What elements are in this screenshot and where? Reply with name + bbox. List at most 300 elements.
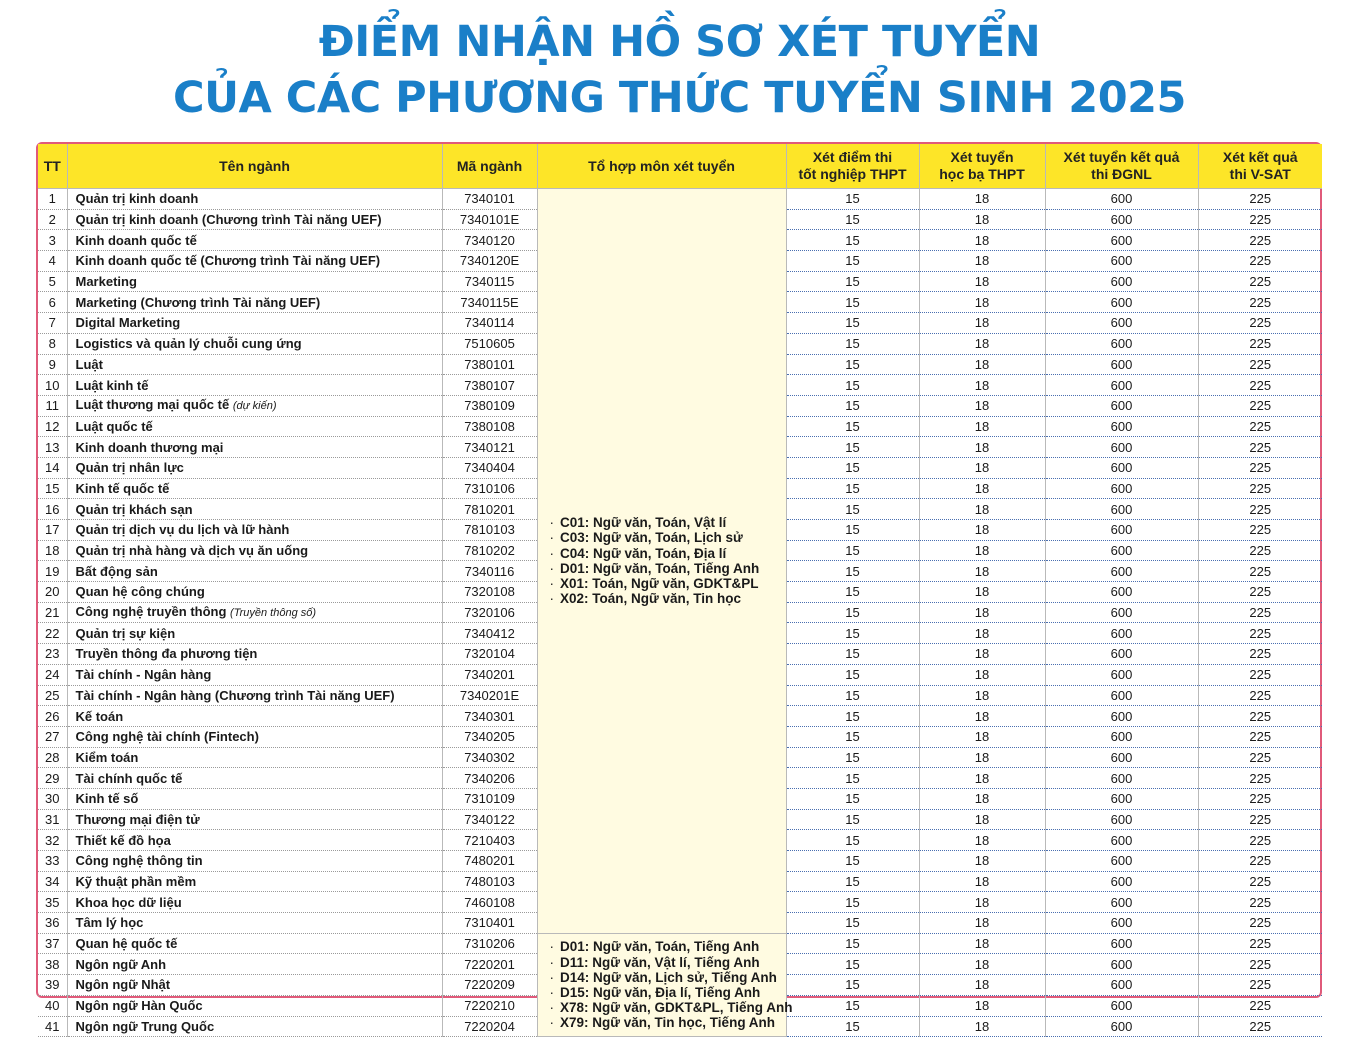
score-dgnl: 600: [1045, 726, 1198, 747]
score-hocba: 18: [919, 375, 1045, 396]
row-number: 36: [38, 913, 67, 934]
major-name: [67, 457, 442, 478]
major-name: [67, 788, 442, 809]
major-code: 7340201E: [442, 685, 537, 706]
score-vsat: 225: [1198, 726, 1322, 747]
major-name-text: Luật kinh tế: [75, 377, 149, 393]
major-code: 7220204: [442, 1016, 537, 1037]
row-number: 10: [38, 375, 67, 396]
major-code: 7340120E: [442, 251, 537, 272]
score-vsat: 225: [1198, 499, 1322, 520]
major-name-text: Ngôn ngữ Nhật: [75, 977, 171, 993]
subject-combination: [550, 1015, 782, 1030]
major-name: [67, 602, 442, 623]
score-vsat: 225: [1198, 788, 1322, 809]
major-name: [67, 685, 442, 706]
score-thpt: 15: [786, 685, 919, 706]
score-vsat: 225: [1198, 189, 1322, 210]
bullet-icon: ·: [549, 954, 554, 970]
score-hocba: 18: [919, 230, 1045, 251]
row-number: 32: [38, 830, 67, 851]
major-code: 7340404: [442, 457, 537, 478]
major-code: 7510605: [442, 333, 537, 354]
score-thpt: 15: [786, 271, 919, 292]
score-vsat: 225: [1198, 437, 1322, 458]
score-hocba: 18: [919, 271, 1045, 292]
score-hocba: 18: [919, 313, 1045, 334]
subject-combination-text: D01: Ngữ văn, Toán, Tiếng Anh: [560, 939, 760, 955]
score-thpt: 15: [786, 1016, 919, 1037]
score-hocba: 18: [919, 209, 1045, 230]
score-dgnl: 600: [1045, 851, 1198, 872]
score-dgnl: 600: [1045, 871, 1198, 892]
row-number: 13: [38, 437, 67, 458]
score-vsat: 225: [1198, 954, 1322, 975]
major-name: [67, 892, 442, 913]
major-code: 7320104: [442, 644, 537, 665]
score-dgnl: 600: [1045, 354, 1198, 375]
major-name: [67, 478, 442, 499]
major-code: 7340101: [442, 189, 537, 210]
row-number: 40: [38, 995, 67, 1016]
major-name-text: Kế toán: [75, 708, 124, 724]
score-thpt: 15: [786, 871, 919, 892]
row-number: 20: [38, 582, 67, 603]
row-number: 25: [38, 685, 67, 706]
score-vsat: 225: [1198, 271, 1322, 292]
score-thpt: 15: [786, 230, 919, 251]
score-thpt: 15: [786, 582, 919, 603]
score-dgnl: 600: [1045, 395, 1198, 416]
major-name: [67, 768, 442, 789]
major-code: 7810201: [442, 499, 537, 520]
subject-combination: [550, 530, 782, 545]
row-number: 37: [38, 933, 67, 954]
score-dgnl: 600: [1045, 913, 1198, 934]
header-vsat-line1: Xét kết quả: [1222, 149, 1298, 165]
score-thpt: 15: [786, 251, 919, 272]
major-code: 7340120: [442, 230, 537, 251]
score-dgnl: 600: [1045, 292, 1198, 313]
major-name-text: Quản trị khách sạn: [75, 501, 193, 517]
major-name: [67, 995, 442, 1016]
score-vsat: 225: [1198, 209, 1322, 230]
score-hocba: 18: [919, 602, 1045, 623]
score-dgnl: 600: [1045, 230, 1198, 251]
major-name-text: Tâm lý học: [75, 915, 144, 931]
major-code: 7810103: [442, 520, 537, 541]
score-thpt: 15: [786, 457, 919, 478]
subject-combination: [550, 561, 782, 576]
major-code: 7320108: [442, 582, 537, 603]
major-code: 7460108: [442, 892, 537, 913]
row-number: 4: [38, 251, 67, 272]
major-name-text: Marketing (Chương trình Tài năng UEF): [75, 294, 321, 310]
header-dgnl-line2: thi ĐGNL: [1091, 166, 1152, 182]
major-name-text: Luật thương mại quốc tế: [75, 397, 230, 413]
major-name: [67, 664, 442, 685]
score-hocba: 18: [919, 975, 1045, 996]
bullet-icon: ·: [549, 1000, 554, 1016]
major-code: 7320106: [442, 602, 537, 623]
score-dgnl: 600: [1045, 995, 1198, 1016]
major-name-text: Quan hệ công chúng: [75, 584, 205, 600]
major-code: 7310401: [442, 913, 537, 934]
subject-combination: [549, 1000, 793, 1016]
score-thpt: 15: [786, 520, 919, 541]
score-vsat: 225: [1198, 457, 1322, 478]
score-thpt: 15: [786, 913, 919, 934]
score-hocba: 18: [919, 478, 1045, 499]
score-dgnl: 600: [1045, 892, 1198, 913]
row-number: 17: [38, 520, 67, 541]
score-thpt: 15: [786, 313, 919, 334]
major-name-text: Tài chính quốc tế: [75, 770, 183, 786]
subject-combination-text: X79: Ngữ văn, Tin học, Tiếng Anh: [560, 1015, 776, 1031]
score-dgnl: 600: [1045, 271, 1198, 292]
subject-combination: [550, 515, 782, 530]
subject-combination-text: C04: Ngữ văn, Toán, Địa lí: [560, 545, 727, 561]
major-code: 7340121: [442, 437, 537, 458]
header-row: [38, 144, 1322, 189]
score-hocba: 18: [919, 664, 1045, 685]
row-number: 27: [38, 726, 67, 747]
page-title: [0, 14, 1359, 126]
major-name: [67, 644, 442, 665]
major-name-text: Kiểm toán: [75, 749, 139, 765]
score-thpt: 15: [786, 644, 919, 665]
major-name-text: Khoa học dữ liệu: [75, 894, 182, 910]
major-code: 7480201: [442, 851, 537, 872]
score-dgnl: 600: [1045, 1016, 1198, 1037]
major-name-text: Bất động sản: [75, 563, 158, 579]
score-vsat: 225: [1198, 975, 1322, 996]
score-thpt: 15: [786, 561, 919, 582]
score-thpt: 15: [786, 726, 919, 747]
score-vsat: 225: [1198, 540, 1322, 561]
major-name-text: Quản trị kinh doanh (Chương trình Tài năng UEF): [75, 212, 382, 228]
major-name: [67, 809, 442, 830]
score-hocba: 18: [919, 437, 1045, 458]
score-dgnl: 600: [1045, 457, 1198, 478]
header-thpt-line2: tốt nghiệp THPT: [798, 166, 907, 182]
score-dgnl: 600: [1045, 706, 1198, 727]
score-hocba: 18: [919, 768, 1045, 789]
major-name-note: (Truyền thông số): [230, 607, 317, 620]
table-row: [38, 933, 1322, 954]
score-vsat: 225: [1198, 809, 1322, 830]
major-name: [67, 706, 442, 727]
major-code: 7340412: [442, 623, 537, 644]
score-dgnl: 600: [1045, 830, 1198, 851]
score-vsat: 225: [1198, 685, 1322, 706]
major-name-text: Quản trị nhà hàng và dịch vụ ăn uống: [75, 543, 309, 559]
score-vsat: 225: [1198, 333, 1322, 354]
header-vsat-line2: thi V-SAT: [1229, 166, 1291, 182]
score-dgnl: 600: [1045, 602, 1198, 623]
score-hocba: 18: [919, 457, 1045, 478]
score-thpt: 15: [786, 768, 919, 789]
score-hocba: 18: [919, 747, 1045, 768]
major-name-text: Kinh doanh quốc tế: [75, 232, 197, 248]
score-thpt: 15: [786, 623, 919, 644]
score-vsat: 225: [1198, 706, 1322, 727]
score-thpt: 15: [786, 416, 919, 437]
score-hocba: 18: [919, 623, 1045, 644]
major-name: [67, 954, 442, 975]
subject-combination: [550, 576, 782, 591]
row-number: 23: [38, 644, 67, 665]
score-dgnl: 600: [1045, 499, 1198, 520]
score-hocba: 18: [919, 913, 1045, 934]
score-dgnl: 600: [1045, 313, 1198, 334]
score-hocba: 18: [919, 416, 1045, 437]
major-code: 7810202: [442, 540, 537, 561]
subject-combination-text: X02: Toán, Ngữ văn, Tin học: [560, 591, 742, 607]
score-dgnl: 600: [1045, 582, 1198, 603]
table-body: [38, 189, 1322, 1037]
major-code: 7220201: [442, 954, 537, 975]
row-number: 34: [38, 871, 67, 892]
major-name: [67, 375, 442, 396]
score-vsat: 225: [1198, 602, 1322, 623]
major-name-text: Quản trị dịch vụ du lịch và lữ hành: [75, 522, 290, 538]
header-dgnl: [1045, 144, 1198, 189]
major-name-text: Kỹ thuật phần mềm: [75, 874, 197, 890]
row-number: 41: [38, 1016, 67, 1037]
score-vsat: 225: [1198, 354, 1322, 375]
score-thpt: 15: [786, 354, 919, 375]
major-name: [67, 520, 442, 541]
score-hocba: 18: [919, 251, 1045, 272]
score-hocba: 18: [919, 788, 1045, 809]
major-name-text: Ngôn ngữ Trung Quốc: [75, 1018, 215, 1034]
major-code: 7340302: [442, 747, 537, 768]
score-thpt: 15: [786, 499, 919, 520]
subject-combination-text: C03: Ngữ văn, Toán, Lịch sử: [560, 530, 743, 546]
score-dgnl: 600: [1045, 333, 1198, 354]
major-name-text: Tài chính - Ngân hàng (Chương trình Tài năng UEF): [75, 687, 395, 703]
score-thpt: 15: [786, 478, 919, 499]
major-name: [67, 395, 442, 416]
bullet-icon: ·: [549, 560, 554, 576]
score-hocba: 18: [919, 540, 1045, 561]
score-hocba: 18: [919, 520, 1045, 541]
score-dgnl: 600: [1045, 768, 1198, 789]
major-code: 7340115: [442, 271, 537, 292]
score-vsat: 225: [1198, 1016, 1322, 1037]
row-number: 9: [38, 354, 67, 375]
score-hocba: 18: [919, 892, 1045, 913]
score-dgnl: 600: [1045, 561, 1198, 582]
score-vsat: 225: [1198, 251, 1322, 272]
row-number: 31: [38, 809, 67, 830]
score-dgnl: 600: [1045, 416, 1198, 437]
score-hocba: 18: [919, 292, 1045, 313]
major-code: 7210403: [442, 830, 537, 851]
major-name: [67, 726, 442, 747]
score-thpt: 15: [786, 602, 919, 623]
major-name: [67, 830, 442, 851]
score-vsat: 225: [1198, 644, 1322, 665]
score-hocba: 18: [919, 561, 1045, 582]
major-name-text: Digital Marketing: [75, 315, 181, 331]
score-thpt: 15: [786, 830, 919, 851]
score-vsat: 225: [1198, 623, 1322, 644]
row-number: 2: [38, 209, 67, 230]
major-name-text: Truyền thông đa phương tiện: [75, 646, 258, 662]
major-name: [67, 416, 442, 437]
row-number: 15: [38, 478, 67, 499]
row-number: 5: [38, 271, 67, 292]
major-code: 7340301: [442, 706, 537, 727]
table-header: [38, 144, 1322, 189]
major-name-text: Ngôn ngữ Anh: [75, 956, 167, 972]
row-number: 3: [38, 230, 67, 251]
score-hocba: 18: [919, 1016, 1045, 1037]
score-vsat: 225: [1198, 995, 1322, 1016]
score-thpt: 15: [786, 292, 919, 313]
major-name-text: Ngôn ngữ Hàn Quốc: [75, 998, 203, 1014]
major-name-text: Logistics và quản lý chuỗi cung ứng: [75, 336, 302, 352]
score-vsat: 225: [1198, 747, 1322, 768]
row-number: 18: [38, 540, 67, 561]
score-hocba: 18: [919, 706, 1045, 727]
score-thpt: 15: [786, 933, 919, 954]
score-vsat: 225: [1198, 416, 1322, 437]
score-thpt: 15: [786, 706, 919, 727]
score-dgnl: 600: [1045, 478, 1198, 499]
major-name-text: Quản trị kinh doanh: [75, 191, 199, 207]
score-vsat: 225: [1198, 768, 1322, 789]
major-name-text: Quản trị nhân lực: [75, 460, 184, 476]
score-hocba: 18: [919, 685, 1045, 706]
score-thpt: 15: [786, 788, 919, 809]
header-vsat: [1198, 144, 1322, 189]
major-code: 7380107: [442, 375, 537, 396]
score-dgnl: 600: [1045, 520, 1198, 541]
major-name-text: Kinh tế số: [75, 791, 139, 807]
major-name-text: Luật: [75, 356, 103, 372]
major-name: [67, 292, 442, 313]
row-number: 11: [38, 395, 67, 416]
major-code: 7220209: [442, 975, 537, 996]
major-name: [67, 933, 442, 954]
score-dgnl: 600: [1045, 975, 1198, 996]
header-thpt: [786, 144, 919, 189]
score-dgnl: 600: [1045, 933, 1198, 954]
score-thpt: 15: [786, 851, 919, 872]
score-dgnl: 600: [1045, 809, 1198, 830]
score-dgnl: 600: [1045, 664, 1198, 685]
subject-combination: [550, 955, 782, 970]
score-thpt: 15: [786, 809, 919, 830]
major-name: [67, 913, 442, 934]
major-name: [67, 189, 442, 210]
subject-combination-text: D01: Ngữ văn, Toán, Tiếng Anh: [560, 560, 760, 576]
major-name-text: Quản trị sự kiện: [75, 625, 176, 641]
score-dgnl: 600: [1045, 644, 1198, 665]
score-dgnl: 600: [1045, 954, 1198, 975]
row-number: 30: [38, 788, 67, 809]
major-name: [67, 354, 442, 375]
subject-combination: [550, 970, 782, 985]
score-thpt: 15: [786, 395, 919, 416]
major-name-text: Công nghệ thông tin: [75, 853, 203, 869]
score-thpt: 15: [786, 747, 919, 768]
row-number: 39: [38, 975, 67, 996]
score-vsat: 225: [1198, 913, 1322, 934]
major-name: [67, 582, 442, 603]
score-vsat: 225: [1198, 478, 1322, 499]
subject-combination-text: C01: Ngữ văn, Toán, Vật lí: [560, 515, 727, 531]
header-code: Mã ngành: [442, 144, 537, 189]
major-name: [67, 747, 442, 768]
score-vsat: 225: [1198, 520, 1322, 541]
bullet-icon: ·: [549, 939, 554, 955]
score-thpt: 15: [786, 375, 919, 396]
score-hocba: 18: [919, 395, 1045, 416]
score-vsat: 225: [1198, 230, 1322, 251]
score-dgnl: 600: [1045, 540, 1198, 561]
header-hocba-line2: học bạ THPT: [939, 166, 1025, 182]
score-thpt: 15: [786, 995, 919, 1016]
bullet-icon: ·: [549, 969, 554, 985]
subject-combination-text: X78: Ngữ văn, GDKT&PL, Tiếng Anh: [560, 1000, 793, 1016]
major-name: [67, 561, 442, 582]
score-hocba: 18: [919, 830, 1045, 851]
row-number: 14: [38, 457, 67, 478]
subject-combination: [550, 985, 782, 1000]
score-dgnl: 600: [1045, 685, 1198, 706]
header-hocba-line1: Xét tuyển: [950, 149, 1014, 165]
major-code: 7380108: [442, 416, 537, 437]
admission-table-frame: [36, 142, 1322, 1034]
major-name-text: Tài chính - Ngân hàng: [75, 667, 212, 683]
subject-combination-text: D14: Ngữ văn, Lịch sử, Tiếng Anh: [560, 969, 777, 985]
score-vsat: 225: [1198, 892, 1322, 913]
header-hocba: [919, 144, 1045, 189]
header-dgnl-line1: Xét tuyển kết quả: [1063, 149, 1180, 165]
score-vsat: 225: [1198, 375, 1322, 396]
score-dgnl: 600: [1045, 375, 1198, 396]
score-thpt: 15: [786, 437, 919, 458]
subject-combination-text: X01: Toán, Ngữ văn, GDKT&PL: [560, 576, 759, 592]
row-number: 12: [38, 416, 67, 437]
major-name-text: Quan hệ quốc tế: [75, 936, 178, 952]
score-vsat: 225: [1198, 561, 1322, 582]
major-name: [67, 437, 442, 458]
row-number: 38: [38, 954, 67, 975]
score-thpt: 15: [786, 975, 919, 996]
row-number: 19: [38, 561, 67, 582]
row-number: 7: [38, 313, 67, 334]
subject-combination: [550, 591, 782, 606]
score-hocba: 18: [919, 809, 1045, 830]
major-code: 7380101: [442, 354, 537, 375]
bullet-icon: ·: [549, 515, 554, 531]
score-hocba: 18: [919, 871, 1045, 892]
bullet-icon: ·: [549, 591, 554, 607]
score-thpt: 15: [786, 333, 919, 354]
table-row: [38, 189, 1322, 210]
score-vsat: 225: [1198, 830, 1322, 851]
row-number: 28: [38, 747, 67, 768]
row-number: 21: [38, 602, 67, 623]
major-name-text: Thiết kế đồ họa: [75, 832, 171, 848]
major-code: 7340206: [442, 768, 537, 789]
major-name: [67, 623, 442, 644]
